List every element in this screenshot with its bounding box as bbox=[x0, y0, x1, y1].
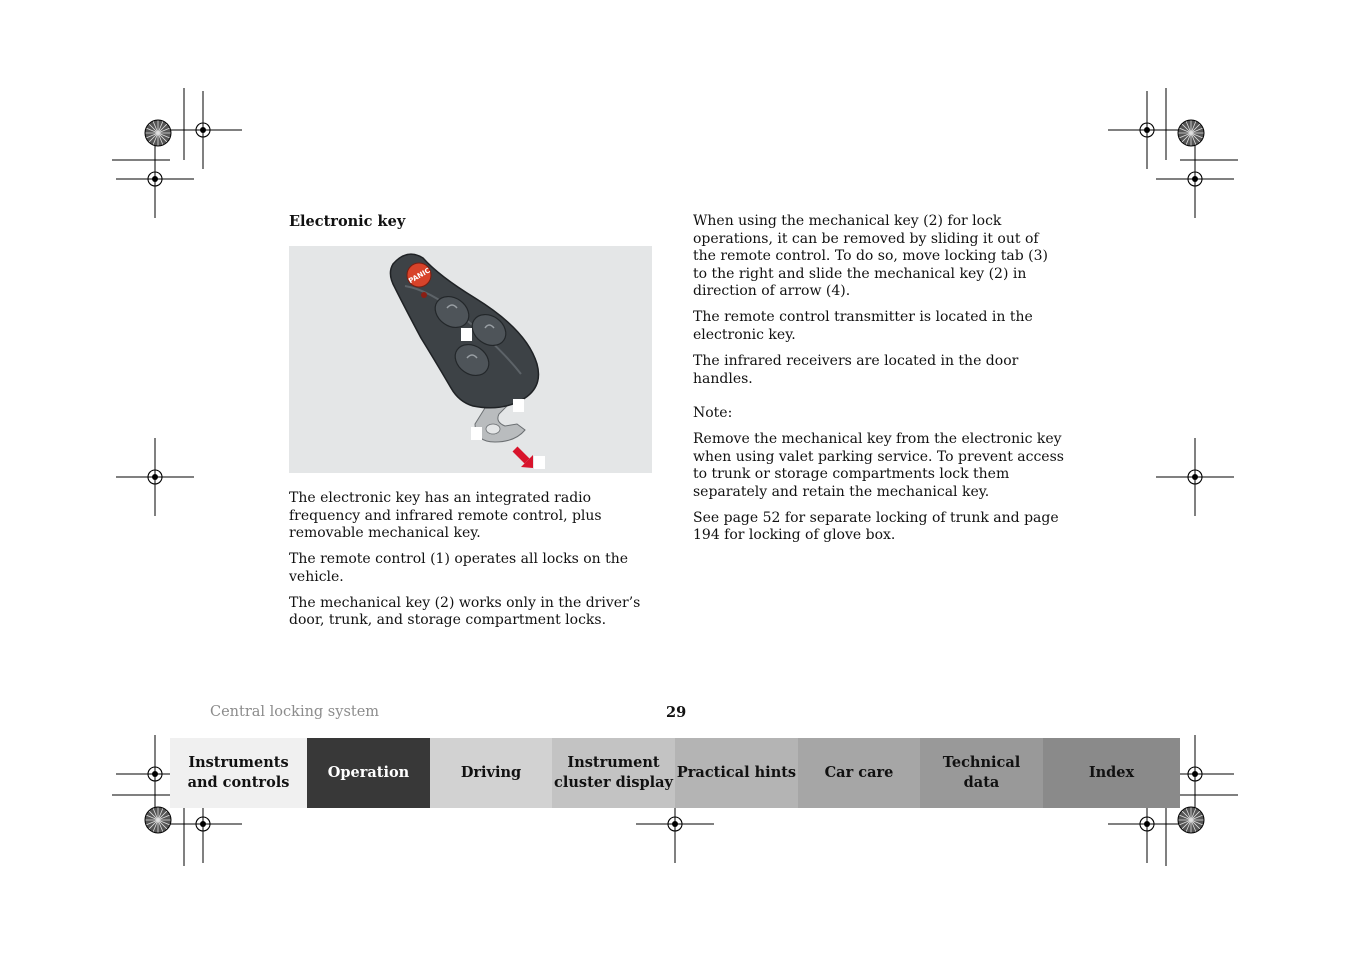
section-heading: Electronic key bbox=[289, 213, 406, 230]
panic-button bbox=[407, 263, 432, 287]
tab-car-care[interactable]: Car care bbox=[798, 738, 920, 808]
callout-4 bbox=[534, 456, 545, 469]
note-label: Note: bbox=[693, 405, 733, 422]
tab-instruments-and-controls[interactable]: Instruments and controls bbox=[170, 738, 307, 808]
tab-instrument-cluster-display[interactable]: Instrument cluster display bbox=[552, 738, 675, 808]
valet-note-paragraph: Remove the mechanical key from the electronic key when using valet parking service. To prevent access to trunk or storage compartments lock them separately and retain the mechanical key. bbox=[693, 431, 1064, 500]
page-number: 29 bbox=[666, 704, 687, 721]
tab-driving[interactable]: Driving bbox=[430, 738, 552, 808]
slide-direction-arrow bbox=[515, 449, 533, 468]
indicator-led bbox=[421, 292, 427, 298]
receivers-paragraph: The infrared receivers are located in the door handles. bbox=[693, 352, 1019, 387]
transmitter-paragraph: The remote control transmitter is located in the electronic key. bbox=[693, 309, 1033, 343]
electronic-key-illustration bbox=[289, 246, 652, 473]
panic-button-label: PANIC bbox=[407, 266, 432, 286]
footer-section-title: Central locking system bbox=[210, 704, 380, 720]
remote-control-paragraph: The remote control (1) operates all locks on the vehicle. bbox=[289, 551, 629, 585]
mechanical-key-paragraph: The mechanical key (2) works only in the driver’s door, trunk, and storage compartment locks. bbox=[289, 594, 641, 629]
right-column bbox=[693, 213, 1065, 553]
page-reference-paragraph: See page 52 for separate locking of trunk and page 194 for locking of glove box. bbox=[693, 509, 1059, 544]
tab-practical-hints[interactable]: Practical hints bbox=[675, 738, 798, 808]
tab-index[interactable]: Index bbox=[1043, 738, 1180, 808]
chapter-navigation bbox=[170, 738, 1180, 808]
tab-operation[interactable]: Operation bbox=[307, 738, 430, 808]
key-removal-paragraph: When using the mechanical key (2) for lock operations, it can be removed by sliding it out of the remote control. To do so, move locking tab (3) to the right and slide the mechanical key (2) in direction of arrow (4). bbox=[693, 213, 1049, 300]
intro-paragraph: The electronic key has an integrated radio frequency and infrared remote control, plus removable mechanical key. bbox=[289, 490, 602, 542]
callout-2 bbox=[471, 427, 482, 440]
left-column bbox=[289, 490, 661, 638]
callout-3 bbox=[513, 399, 524, 412]
tab-technical-data[interactable]: Technical data bbox=[920, 738, 1043, 808]
callout-1 bbox=[461, 328, 472, 341]
